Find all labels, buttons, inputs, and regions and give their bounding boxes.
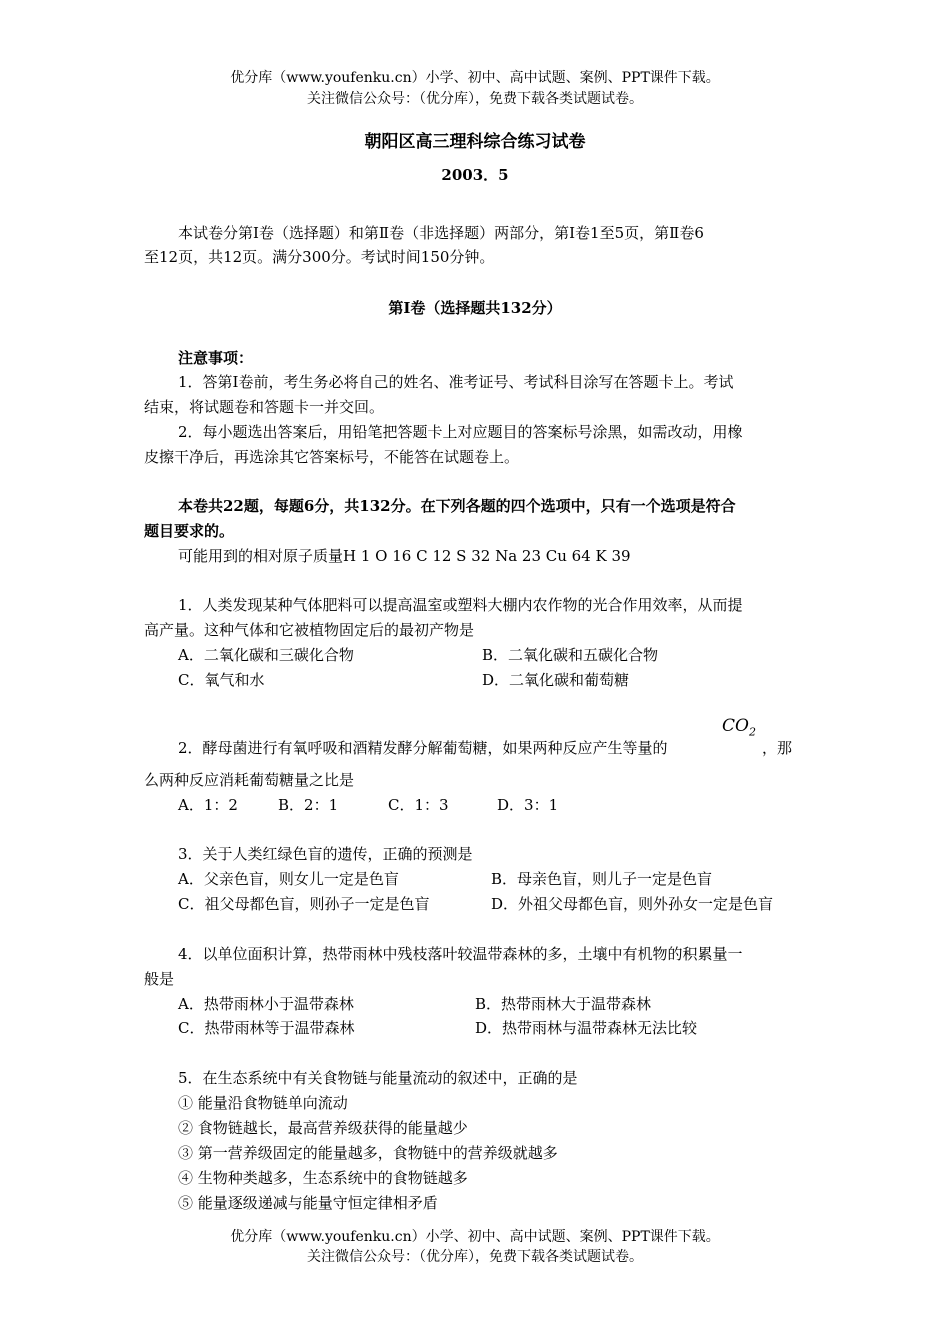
document-date: 2003．5 — [441, 166, 509, 184]
question-5-item-2: ② 食物链越长，最高营养级获得的能量越少 — [178, 1119, 468, 1137]
question-1-line-2: 高产量。这种气体和它被植物固定后的最初产物是 — [144, 621, 475, 639]
atomic-mass-line: 可能用到的相对原子质量H 1 O 16 C 12 S 32 Na 23 Cu 64 K 39 — [178, 547, 631, 565]
question-3-option-c: C．祖父母都色盲，则孙子一定是色盲 — [178, 895, 430, 913]
instruction-line-1: 本卷共22题，每题6分，共132分。在下列各题的四个选项中，只有一个选项是符合 — [178, 497, 736, 515]
question-1-line-1: 1．人类发现某种气体肥料可以提高温室或塑料大棚内农作物的光合作用效率，从而提 — [178, 596, 743, 614]
question-5-item-5: ⑤ 能量逐级递减与能量守恒定律相矛盾 — [178, 1194, 438, 1212]
question-3-line-1: 3．关于人类红绿色盲的遗传，正确的预测是 — [178, 845, 473, 863]
footer-line-2: 关注微信公众号：（优分库），免费下载各类试题试卷。 — [307, 1249, 643, 1265]
question-1-option-d: D．二氧化碳和葡萄糖 — [482, 671, 630, 689]
document-title: 朝阳区高三理科综合练习试卷 — [364, 132, 586, 152]
question-4-option-a: A．热带雨林小于温带森林 — [178, 995, 354, 1013]
notice-1-line-1: 1．答第Ⅰ卷前，考生务必将自己的姓名、准考证号、考试科目涂写在答题卡上。考试 — [178, 373, 734, 391]
co2-formula-subscript: 2 — [748, 725, 756, 739]
notice-heading: 注意事项： — [178, 349, 254, 367]
question-3-option-d: D．外祖父母都色盲，则外孙女一定是色盲 — [491, 895, 774, 913]
question-5-line-1: 5．在生态系统中有关食物链与能量流动的叙述中，正确的是 — [178, 1069, 578, 1087]
question-4-line-2: 般是 — [144, 970, 175, 988]
question-2-option-a: A．1：2 — [178, 796, 238, 814]
notice-2-line-2: 皮擦干净后，再选涂其它答案标号，不能答在试题卷上。 — [144, 448, 520, 466]
question-4-option-d: D．热带雨林与温带森林无法比较 — [475, 1019, 698, 1037]
question-3-option-b: B．母亲色盲，则儿子一定是色盲 — [491, 870, 713, 888]
footer-line-1: 优分库（www.youfenku.cn）小学、初中、高中试题、案例、PPT课件下载。 — [230, 1229, 720, 1245]
question-2-line-1: 2．酵母菌进行有氧呼吸和酒精发酵分解葡萄糖，如果两种反应产生等量的 — [178, 739, 668, 757]
instruction-line-2: 题目要求的。 — [144, 522, 235, 540]
question-5-item-3: ③ 第一营养级固定的能量越多，食物链中的营养级就越多 — [178, 1144, 558, 1162]
question-2-line-1-tail: ，那 — [762, 739, 793, 757]
question-1-option-c: C．氧气和水 — [178, 671, 265, 689]
question-4-option-b: B．热带雨林大于温带森林 — [475, 995, 652, 1013]
question-2-line-2: 么两种反应消耗葡萄糖量之比是 — [144, 771, 355, 789]
notice-2-line-1: 2．每小题选出答案后，用铅笔把答题卡上对应题目的答案标号涂黑，如需改动，用橡 — [178, 423, 743, 441]
header-line-2: 关注微信公众号：（优分库），免费下载各类试题试卷。 — [307, 91, 643, 107]
question-2-option-d: D．3：1 — [497, 796, 559, 814]
header-line-1: 优分库（www.youfenku.cn）小学、初中、高中试题、案例、PPT课件下载。 — [230, 70, 720, 86]
co2-formula — [722, 716, 756, 738]
question-1-option-a: A．二氧化碳和三碳化合物 — [178, 646, 354, 664]
intro-line-1: 本试卷分第Ⅰ卷（选择题）和第Ⅱ卷（非选择题）两部分，第Ⅰ卷1至5页，第Ⅱ卷6 — [178, 224, 704, 242]
question-1-option-b: B．二氧化碳和五碳化合物 — [482, 646, 659, 664]
co2-formula-main: CO — [722, 716, 749, 736]
question-2-option-b: B．2：1 — [278, 796, 339, 814]
notice-1-line-2: 结束，将试题卷和答题卡一并交回。 — [144, 398, 385, 416]
question-5-item-4: ④ 生物种类越多，生态系统中的食物链越多 — [178, 1169, 468, 1187]
question-5-item-1: ① 能量沿食物链单向流动 — [178, 1094, 348, 1112]
part1-title: 第Ⅰ卷（选择题共132分） — [388, 299, 562, 317]
question-3-option-a: A．父亲色盲，则女儿一定是色盲 — [178, 870, 399, 888]
question-4-option-c: C．热带雨林等于温带森林 — [178, 1019, 355, 1037]
question-2-option-c: C．1：3 — [388, 796, 449, 814]
intro-line-2: 至12页，共12页。满分300分。考试时间150分钟。 — [144, 248, 495, 266]
question-4-line-1: 4．以单位面积计算，热带雨林中残枝落叶较温带森林的多，土壤中有机物的积累量一 — [178, 945, 743, 963]
